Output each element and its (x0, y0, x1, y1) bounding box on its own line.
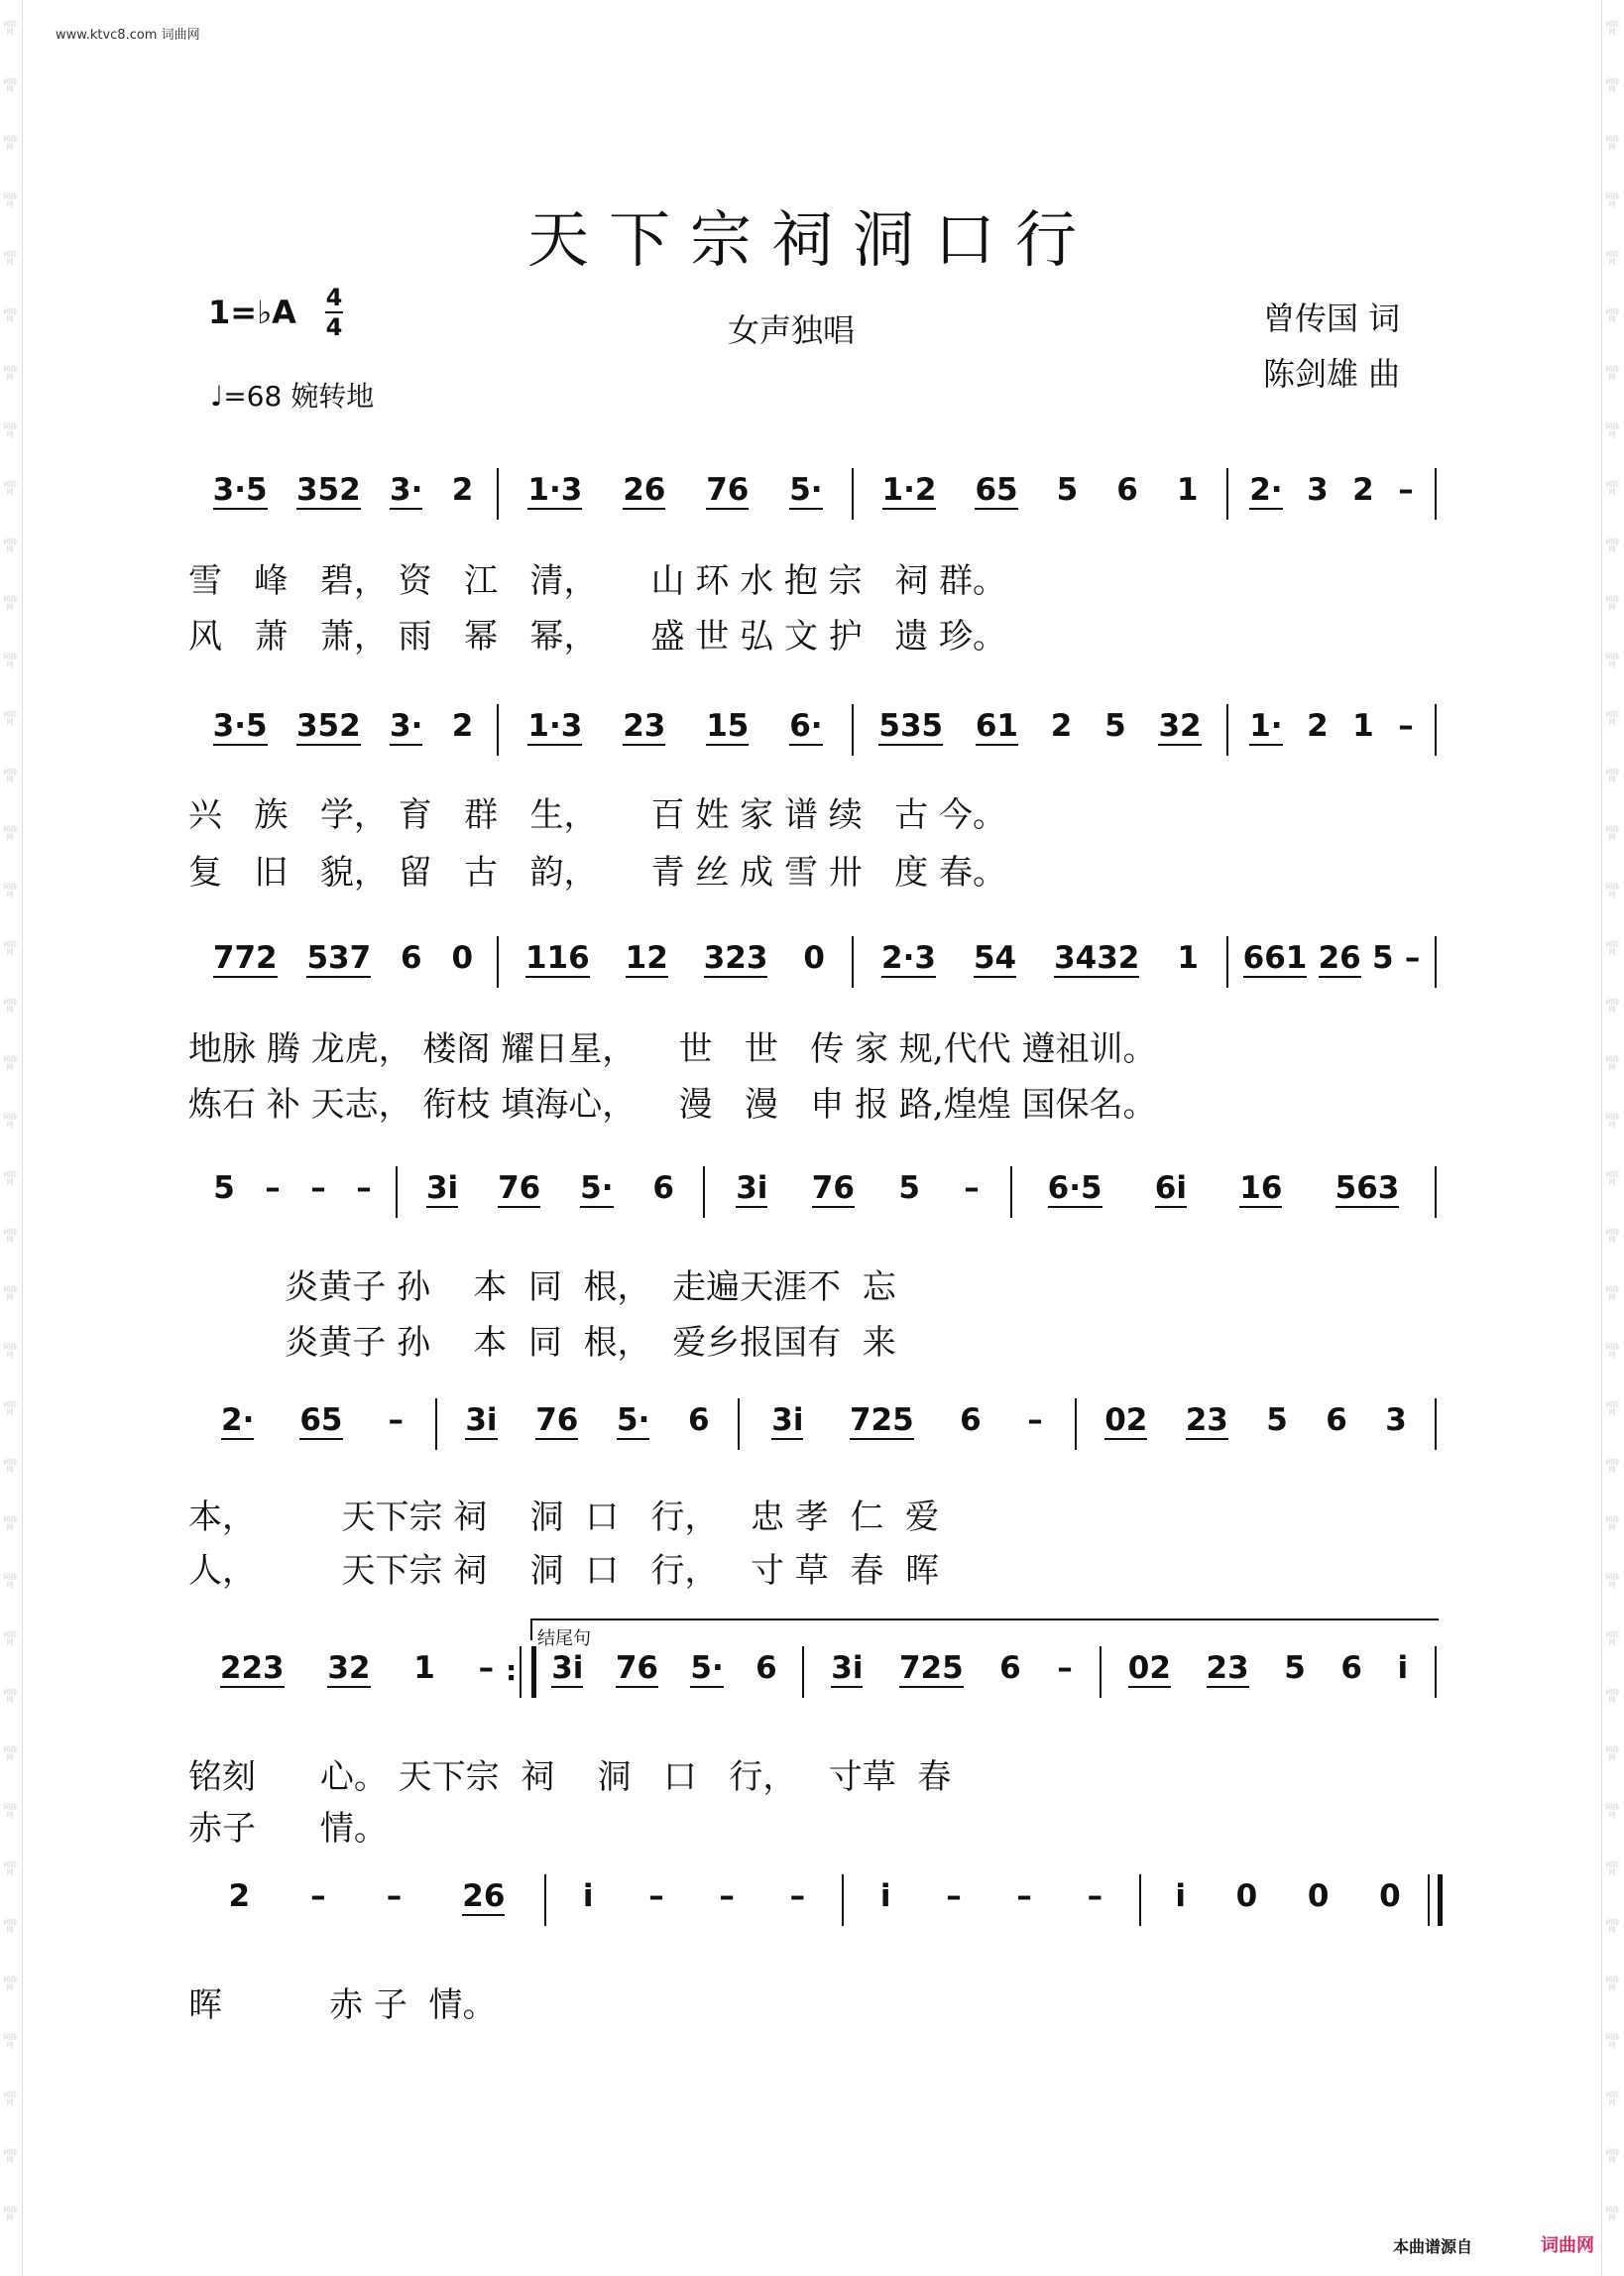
measure (1237, 926, 1426, 1006)
lyricist-credit: 曾传国 词 (1263, 299, 1401, 337)
barline (852, 704, 854, 756)
watermark-text: 词曲网 (1605, 365, 1619, 381)
watermark-text: 词曲网 (1605, 825, 1619, 841)
lyric-line: 炎黄子 孙 本 同 根， 爱乡报国有 来 (188, 1323, 896, 1363)
note-group: 76 (812, 1156, 855, 1208)
tempo-marking: ♩=68 婉转地 (210, 380, 375, 413)
note-group: 1 (413, 1650, 435, 1686)
note-group: – (310, 1878, 326, 1914)
measure (1237, 694, 1426, 774)
note-group: 2 (1307, 708, 1329, 744)
barline (802, 1646, 804, 1698)
note-group: i (1397, 1650, 1409, 1686)
note-group: 26 (462, 1864, 505, 1916)
lyric-line: 炎黄子 孙 本 同 根， 走遍天涯不 忘 (188, 1267, 896, 1307)
note-group: 5· (690, 1636, 723, 1688)
note-group: – (1398, 472, 1414, 508)
watermark-text: 词曲网 (3, 135, 17, 151)
note-group: 16 (1239, 1156, 1282, 1208)
note-group: 6·5 (1048, 1156, 1102, 1208)
watermark-text: 词曲网 (1605, 1918, 1619, 1934)
note-group: 1·3 (527, 458, 582, 510)
note-group: 772 (213, 926, 278, 978)
measure (749, 1388, 1066, 1468)
watermark-text: 词曲网 (3, 1055, 17, 1071)
measure (535, 1636, 793, 1716)
barline (1435, 468, 1437, 520)
note-group: 5 (1104, 708, 1126, 744)
watermark-text: 词曲网 (1605, 1055, 1619, 1071)
lyric-line: 雪 峰 碧， 资 江 清， 山 环 水 抱 宗 祠 群。 (188, 561, 1006, 601)
watermark-text: 词曲网 (1605, 1400, 1619, 1416)
note-group: – (356, 1170, 372, 1206)
note-group: 3· (390, 458, 422, 510)
note-group: 725 (850, 1388, 914, 1440)
note-group: 15 (706, 694, 749, 746)
watermark-text: 词曲网 (1605, 653, 1619, 668)
measure (1086, 1388, 1426, 1468)
note-group: 5 (1266, 1402, 1288, 1438)
composer-credit: 陈剑雄 曲 (1263, 355, 1401, 393)
barline (1226, 468, 1228, 520)
measure (714, 1156, 1001, 1236)
note-group: 1· (1249, 694, 1282, 746)
note-group: 26 (623, 458, 665, 510)
watermark-text: 词曲网 (1605, 250, 1619, 266)
watermark-text: 词曲网 (1605, 1573, 1619, 1589)
note-group: – (478, 1650, 495, 1686)
note-group: 12 (626, 926, 668, 978)
watermark-text: 词曲网 (3, 1976, 17, 1991)
measure (813, 1636, 1091, 1716)
note-group: – (386, 1878, 403, 1914)
watermark-text: 词曲网 (3, 883, 17, 898)
watermark-text: 词曲网 (3, 940, 17, 956)
staff-system (188, 458, 1436, 538)
lyric-line: 铭刻 心。 天下宗 祠 洞 口 行， 寸草 春 (188, 1757, 952, 1797)
note-group: 0 (803, 940, 825, 976)
note-group: 3·5 (213, 458, 268, 510)
measure (198, 1864, 535, 1944)
note-group: 02 (1104, 1388, 1147, 1440)
note-group: 3 (1307, 472, 1329, 508)
staff-system (188, 1388, 1436, 1468)
note-group: 3i (771, 1388, 803, 1440)
note-group: – (265, 1170, 281, 1206)
watermark-text: 词曲网 (3, 768, 17, 783)
lyric-line: 赤子 情。 (188, 1809, 388, 1849)
watermark-text: 词曲网 (1605, 595, 1619, 611)
note-group: 3· (390, 694, 422, 746)
note-group: – (310, 1170, 326, 1206)
note-group: 563 (1335, 1156, 1400, 1208)
note-group: 5 (898, 1170, 920, 1206)
watermark-text: 词曲网 (1605, 1515, 1619, 1531)
note-group: 5 (1284, 1650, 1306, 1686)
note-group: 661 (1243, 926, 1308, 978)
note-group: – (1057, 1650, 1073, 1686)
note-group: 23 (1207, 1636, 1249, 1688)
note-group: 6 (1116, 472, 1138, 508)
measure (863, 926, 1218, 1006)
note-group: i (1175, 1878, 1186, 1914)
measure (198, 694, 488, 774)
measure (1110, 1636, 1426, 1716)
watermark-text: 词曲网 (3, 2033, 17, 2049)
note-group: 1·3 (527, 694, 582, 746)
watermark-text: 词曲网 (3, 422, 17, 438)
lyric-line: 晖 赤 子 情。 (188, 1985, 497, 2025)
note-group: 32 (327, 1636, 370, 1688)
note-group: 2· (221, 1388, 254, 1440)
note-group: 323 (704, 926, 768, 978)
note-group: 5· (580, 1156, 613, 1208)
note-group: 5· (617, 1388, 649, 1440)
note-group: 2 (1352, 472, 1374, 508)
note-group: – (1016, 1878, 1032, 1914)
watermark-text: 词曲网 (3, 480, 17, 496)
staff-system (188, 1156, 1436, 1236)
watermark-text: 词曲网 (3, 1113, 17, 1129)
watermark-text: 词曲网 (3, 192, 17, 208)
measure (508, 926, 843, 1006)
note-group: – (648, 1878, 664, 1914)
note-group: – (1398, 708, 1414, 744)
watermark-text: 词曲网 (1605, 1343, 1619, 1359)
note-group: 3432 (1054, 926, 1139, 978)
note-group: 61 (976, 694, 1018, 746)
barline (852, 936, 854, 988)
measure (508, 694, 843, 774)
barline (1435, 1398, 1437, 1450)
note-group: 535 (878, 694, 943, 746)
note-group: 2 (1050, 708, 1073, 744)
watermark-text: 词曲网 (1605, 1170, 1619, 1186)
note-group: 1·2 (882, 458, 937, 510)
note-group: 6 (755, 1650, 777, 1686)
barline (1435, 936, 1437, 988)
watermark-text: 词曲网 (1605, 480, 1619, 496)
note-group: 2 (451, 708, 474, 744)
note-group: 352 (296, 458, 361, 510)
note-group: – (1087, 1878, 1103, 1914)
watermark-text: 词曲网 (1605, 1745, 1619, 1761)
watermark-text: 词曲网 (1605, 1803, 1619, 1819)
note-group: 0 (1379, 1878, 1401, 1914)
measure (508, 458, 843, 538)
watermark-text: 词曲网 (1605, 1630, 1619, 1646)
watermark-text: 词曲网 (1605, 998, 1619, 1014)
measure (406, 1156, 694, 1236)
note-group: 23 (1186, 1388, 1228, 1440)
watermark-text: 词曲网 (3, 365, 17, 381)
note-group: 6 (1326, 1402, 1347, 1438)
barline (497, 936, 499, 988)
time-signature-bottom: 4 (325, 313, 343, 341)
watermark-text: 词曲网 (1605, 2206, 1619, 2221)
barline (435, 1398, 437, 1450)
barline (497, 704, 499, 756)
watermark-text: 词曲网 (3, 1688, 17, 1704)
watermark-text: 词曲网 (3, 1860, 17, 1876)
note-group: 725 (899, 1636, 964, 1688)
barline (1226, 936, 1228, 988)
watermark-text: 词曲网 (3, 1228, 17, 1244)
lyric-line: 复 旧 貌， 留 古 韵， 青 丝 成 雪 卅 度 春。 (188, 853, 1006, 893)
watermark-text: 词曲网 (3, 1745, 17, 1761)
watermark-text: 词曲网 (3, 595, 17, 611)
measure (1237, 458, 1426, 538)
note-group: 5 (1056, 472, 1079, 508)
watermark-text: 词曲网 (1605, 2091, 1619, 2106)
note-group: 02 (1128, 1636, 1171, 1688)
note-group: i (879, 1878, 891, 1914)
note-group: 32 (1158, 694, 1201, 746)
barline (738, 1398, 740, 1450)
watermark-text: 词曲网 (3, 825, 17, 841)
barline (544, 1874, 546, 1926)
watermark-text: 词曲网 (1605, 192, 1619, 208)
measure (198, 1636, 516, 1716)
note-group: 23 (623, 694, 665, 746)
note-group: 3i (831, 1636, 863, 1688)
watermark-text: 词曲网 (3, 20, 17, 36)
watermark-text: 词曲网 (3, 1285, 17, 1301)
measure (1150, 1864, 1426, 1944)
lyric-line: 人， 天下宗 祠 洞 口 行， 寸 草 春 晖 (188, 1551, 939, 1591)
watermark-text: 词曲网 (1605, 1228, 1619, 1244)
note-group: 1 (1177, 940, 1199, 976)
barline (497, 468, 499, 520)
watermark-text: 词曲网 (3, 77, 17, 93)
note-group: – (946, 1878, 962, 1914)
note-group: i (582, 1878, 594, 1914)
note-group: 1 (1352, 708, 1374, 744)
note-group: 5· (789, 458, 822, 510)
key-signature: 1=♭A (208, 294, 296, 331)
note-group: 6 (652, 1170, 674, 1206)
watermark-text: 词曲网 (3, 1630, 17, 1646)
watermark-text: 词曲网 (1605, 77, 1619, 93)
watermark-text: 词曲网 (3, 1400, 17, 1416)
watermark-text: 词曲网 (3, 1573, 17, 1589)
watermark-text: 词曲网 (1605, 2148, 1619, 2164)
note-group: 3i (426, 1156, 458, 1208)
watermark-text: 词曲网 (3, 1170, 17, 1186)
watermark-text: 词曲网 (1605, 940, 1619, 956)
note-group: 76 (706, 458, 749, 510)
barline (1139, 1874, 1141, 1926)
staff-system (188, 1636, 1436, 1716)
note-group: 2· (1249, 458, 1282, 510)
watermark-text: 词曲网 (3, 2206, 17, 2221)
barline (1226, 704, 1228, 756)
note-group: 0 (1307, 1878, 1330, 1914)
watermark-text: 词曲网 (1605, 1458, 1619, 1474)
watermark-text: 词曲网 (1605, 1113, 1619, 1129)
note-group: 0 (451, 940, 474, 976)
note-group: 3·5 (213, 694, 268, 746)
watermark-text: 词曲网 (1605, 1285, 1619, 1301)
note-group: 6 (1340, 1650, 1362, 1686)
note-group: 26 (1319, 926, 1361, 978)
watermark-text: 词曲网 (1605, 307, 1619, 323)
lyric-line: 风 萧 萧， 雨 幂 幂， 盛 世 弘 文 护 遗 珍。 (188, 617, 1006, 657)
watermark-text: 词曲网 (3, 307, 17, 323)
watermark-text: 词曲网 (1605, 135, 1619, 151)
measure (863, 694, 1218, 774)
barline (1428, 1874, 1443, 1926)
watermark-text: 词曲网 (1605, 2033, 1619, 2049)
staff-system (188, 694, 1436, 774)
watermark-text: 词曲网 (1605, 883, 1619, 898)
barline (1435, 1646, 1437, 1698)
watermark-text: 词曲网 (3, 250, 17, 266)
note-group: 6· (789, 694, 822, 746)
note-group: 2 (451, 472, 474, 508)
barline (396, 1166, 398, 1218)
note-group: 76 (498, 1156, 540, 1208)
note-group: – (789, 1878, 806, 1914)
watermark-text: 词曲网 (3, 1343, 17, 1359)
barline (520, 1646, 536, 1698)
note-group: 352 (296, 694, 361, 746)
note-group: 3i (465, 1388, 497, 1440)
note-group: 65 (975, 458, 1017, 510)
measure (198, 1156, 387, 1236)
note-group: 5 (1372, 940, 1394, 976)
measure (198, 926, 488, 1006)
staff-system (188, 1864, 1436, 1944)
barline (1435, 704, 1437, 756)
note-group: – (964, 1170, 980, 1206)
measure (863, 458, 1218, 538)
lyric-line: 本， 天下宗 祠 洞 口 行， 忠 孝 仁 爱 (188, 1497, 939, 1537)
note-group: 54 (974, 926, 1016, 978)
watermark-text: 词曲网 (1605, 1976, 1619, 1991)
note-group: 537 (306, 926, 371, 978)
song-title: 天下宗祠洞口行 (526, 202, 1097, 276)
watermark-text: 词曲网 (3, 1515, 17, 1531)
note-group: 2·3 (881, 926, 936, 978)
note-group: 76 (616, 1636, 658, 1688)
watermark-text: 词曲网 (3, 1458, 17, 1474)
note-group: 6 (688, 1402, 710, 1438)
watermark-text: 词曲网 (3, 653, 17, 668)
watermark-text: 词曲网 (1605, 1860, 1619, 1876)
staff-system (188, 926, 1436, 1006)
footer-brand[interactable]: 词曲网 (1541, 2235, 1594, 2256)
watermark-text: 词曲网 (1605, 768, 1619, 783)
measure (198, 1388, 426, 1468)
note-group: – (388, 1402, 404, 1438)
barline (1435, 1166, 1437, 1218)
watermark-text: 词曲网 (1605, 1688, 1619, 1704)
measure (198, 458, 488, 538)
note-group: 3i (551, 1636, 583, 1688)
watermark-text: 词曲网 (3, 1918, 17, 1934)
watermark-text: 词曲网 (1605, 422, 1619, 438)
measure (446, 1388, 729, 1468)
right-watermark-strip (1601, 0, 1624, 2276)
watermark-text: 词曲网 (3, 538, 17, 553)
barline (703, 1166, 705, 1218)
note-group: – (1027, 1402, 1043, 1438)
watermark-text: 词曲网 (3, 1803, 17, 1819)
measure (853, 1864, 1130, 1944)
note-group: 6 (401, 940, 422, 976)
measure (555, 1864, 833, 1944)
watermark-text: 词曲网 (1605, 538, 1619, 553)
lyric-line: 炼石 补 天志， 衔枝 填海心， 漫 漫 申 报 路,煌煌 国保名。 (188, 1085, 1157, 1125)
barline (842, 1874, 844, 1926)
note-group: 2 (228, 1878, 251, 1914)
measure (1021, 1156, 1426, 1236)
note-group: 6 (999, 1650, 1021, 1686)
watermark-text: 词曲网 (3, 998, 17, 1014)
lyric-line: 兴 族 学， 育 群 生， 百 姓 家 谱 续 古 今。 (188, 795, 1006, 835)
coda-label: 结尾句 (537, 1628, 591, 1649)
watermark-text: 词曲网 (1605, 20, 1619, 36)
barline (852, 468, 854, 520)
note-group: 116 (525, 926, 590, 978)
footer-source: 本曲谱源自 (1393, 2237, 1473, 2256)
note-group: 6i (1155, 1156, 1187, 1208)
note-group: – (719, 1878, 735, 1914)
time-signature (325, 285, 343, 340)
note-group: 5 (213, 1170, 235, 1206)
watermark-text: 词曲网 (3, 2091, 17, 2106)
performance-note: 女声独唱 (728, 311, 856, 349)
watermark-text: 词曲网 (1605, 710, 1619, 726)
lyric-line: 地脉 腾 龙虎， 楼阁 耀日星， 世 世 传 家 规,代代 遵祖训。 (188, 1029, 1157, 1069)
left-watermark-strip (0, 0, 23, 2276)
note-group: 0 (1235, 1878, 1258, 1914)
note-group: 1 (1176, 472, 1199, 508)
note-group: 3 (1385, 1402, 1407, 1438)
note-group: 3i (736, 1156, 767, 1208)
note-group: 65 (299, 1388, 342, 1440)
time-signature-top: 4 (325, 284, 343, 311)
note-group: – (1404, 940, 1421, 976)
barline (1075, 1398, 1077, 1450)
barline (1010, 1166, 1012, 1218)
barline (1100, 1646, 1102, 1698)
watermark-text: 词曲网 (3, 710, 17, 726)
note-group: 223 (220, 1636, 285, 1688)
note-group: 6 (960, 1402, 982, 1438)
site-header[interactable]: www.ktvc8.com 词曲网 (56, 28, 200, 43)
note-group: 76 (535, 1388, 578, 1440)
watermark-text: 词曲网 (3, 2148, 17, 2164)
